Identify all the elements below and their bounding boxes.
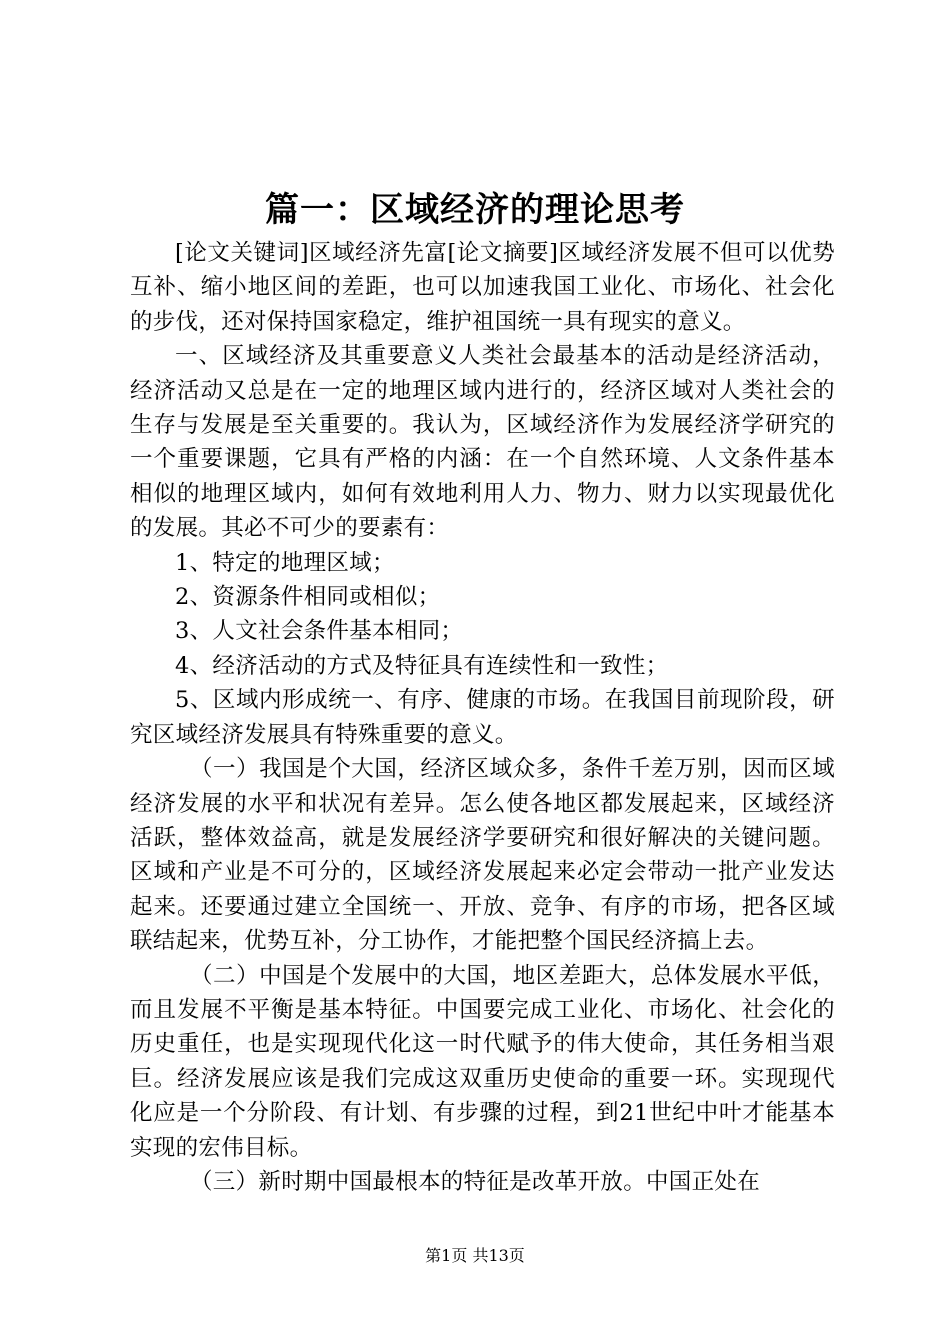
page-number-footer: 第1页 共13页 — [425, 1246, 525, 1265]
document-body — [130, 236, 835, 1199]
paragraph-section-one: 一、区域经济及其重要意义人类社会最基本的活动是经济活动，经济活动又总是在一定的地理区域内进行的，经济区域对人类社会的生存与发展是至关重要的。我认为，区域经济作为发展经济学研究的一个重要课题，它具有严格的内涵：在一个自然环境、人文条件基本相似的地理区域内，如何有效地利用人力、物力、财力以实现最优化的发展。其必不可少的要素有： — [130, 343, 835, 542]
list-item-5: 5、区域内形成统一、有序、健康的市场。在我国目前现阶段，研究区域经济发展具有特殊重要的意义。 — [130, 687, 835, 748]
paragraph-point-one: （一）我国是个大国，经济区域众多，条件千差万别，因而区域经济发展的水平和状况有差异。怎么使各地区都发展起来，区域经济活跃，整体效益高，就是发展经济学要研究和很好解决的关键问题。区域和产业是不可分的，区域经济发展起来必定会带动一批产业发达起来。还要通过建立全国统一、开放、竞争、有序的市场，把各区域联结起来，优势互补，分工协作，才能把整个国民经济搞上去。 — [130, 756, 835, 955]
list-item-2: 2、资源条件相同或相似； — [175, 584, 441, 611]
list-item-4: 4、经济活动的方式及特征具有连续性和一致性； — [175, 652, 669, 679]
paragraph-abstract: [论文关键词]区域经济先富[论文摘要]区域经济发展不但可以优势互补、缩小地区间的差距，也可以加速我国工业化、市场化、社会化的步伐，还对保持国家稳定，维护祖国统一具有现实的意义。 — [130, 240, 835, 335]
paragraph-point-two: （二）中国是个发展中的大国，地区差距大，总体发展水平低，而且发展不平衡是基本特征。中国要完成工业化、市场化、社会化的历史重任，也是实现现代化这一时代赋予的伟大使命，其任务相当艰巨。经济发展应该是我们完成这双重历史使命的重要一环。实现现代化应是一个分阶段、有计划、有步骤的过程，到21世纪中叶才能基本实现的宏伟目标。 — [130, 962, 835, 1161]
list-item-3: 3、人文社会条件基本相同； — [175, 618, 464, 645]
list-item-1: 1、特定的地理区域； — [175, 549, 395, 576]
document-title: 篇一：区域经济的理论思考 — [265, 190, 685, 230]
paragraph-point-three: （三）新时期中国最根本的特征是改革开放。中国正处在 — [190, 1168, 761, 1195]
